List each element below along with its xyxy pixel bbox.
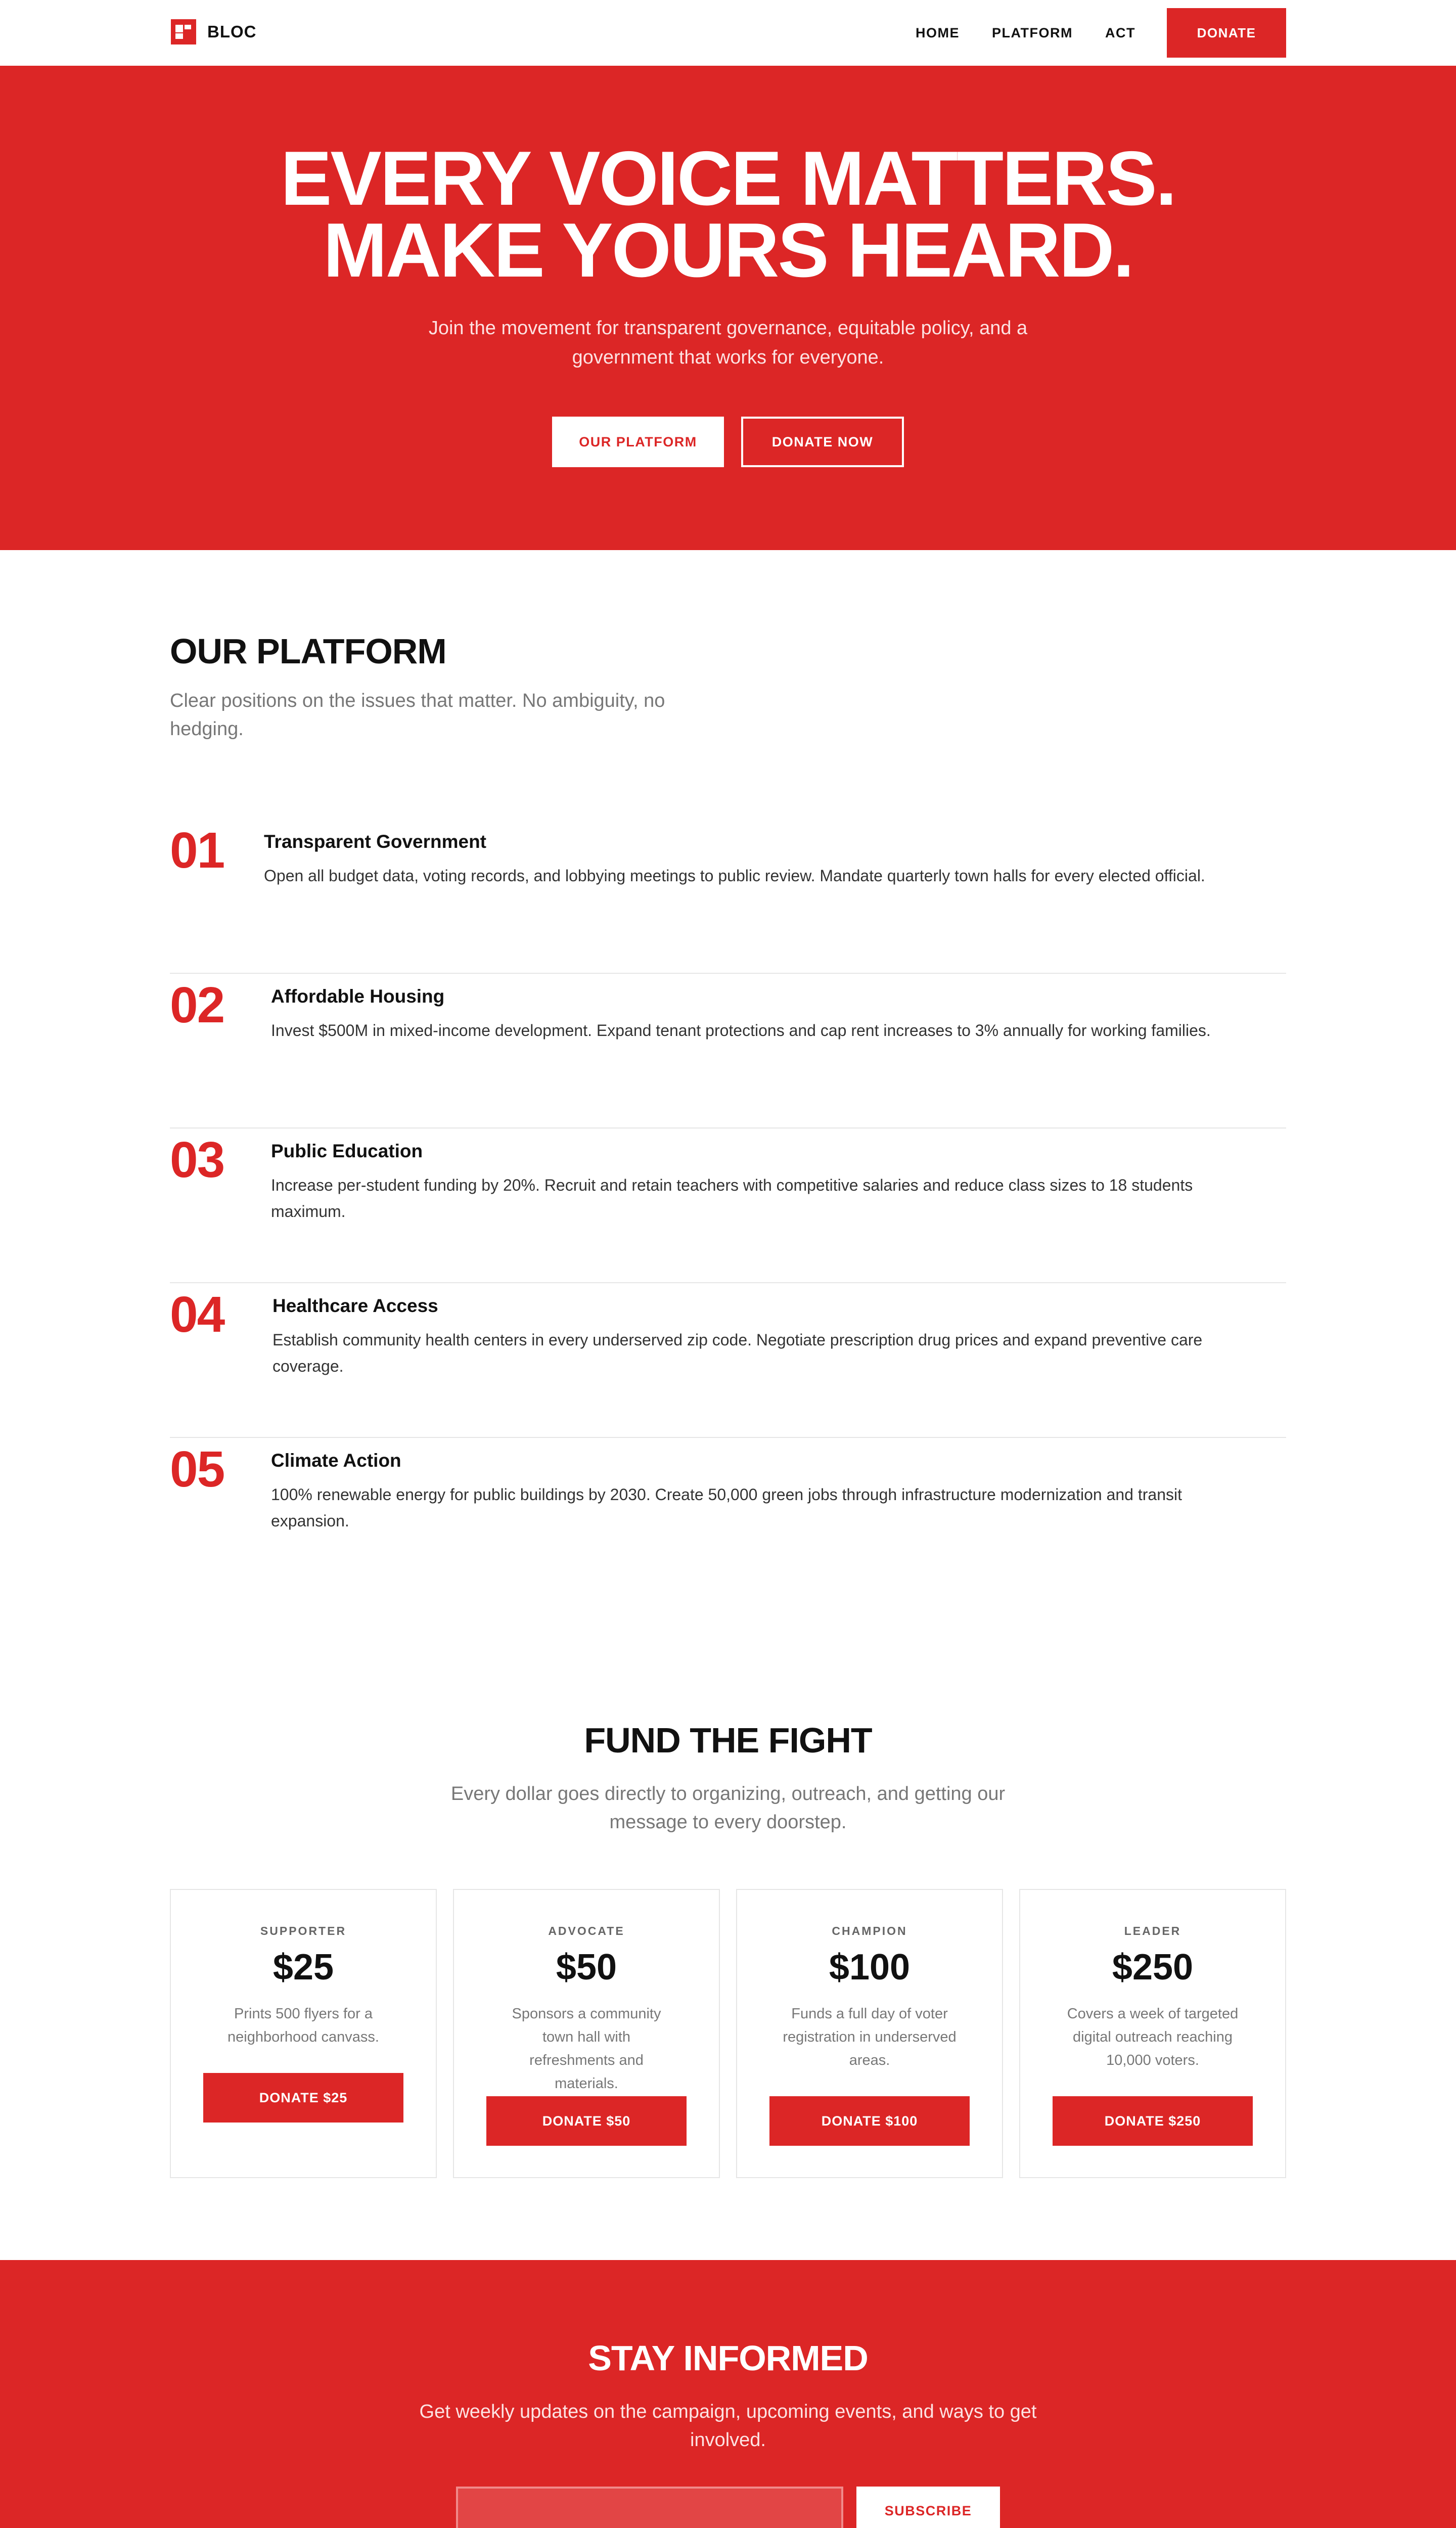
issue-title: Public Education <box>271 1141 423 1161</box>
tier-label: ADVOCATE <box>548 1924 625 1937</box>
donation-tier-card <box>453 1889 720 2178</box>
nav-link-home[interactable]: HOME <box>916 25 960 40</box>
hero-section <box>0 66 1456 550</box>
issue-item <box>170 1128 1286 1283</box>
donate-25-button[interactable]: DONATE $25 <box>203 2073 403 2123</box>
issue-text: 100% renewable energy for public buildings by 2030. Create 50,000 green jobs through infrastructure modernization and transit expansion. <box>271 1485 1182 1530</box>
tier-amount: $50 <box>556 1947 617 1988</box>
hero-title-line2: MAKE YOURS HEARD. <box>323 207 1133 293</box>
tier-description: Covers a week of targeted digital outreach reaching 10,000 voters. <box>1067 2006 1239 2068</box>
donation-tier-card <box>736 1889 1003 2178</box>
nav-links <box>916 8 1286 58</box>
tier-label: SUPPORTER <box>260 1924 347 1937</box>
tier-amount: $100 <box>829 1947 911 1988</box>
issue-number: 02 <box>170 977 224 1033</box>
newsletter-form <box>0 2487 1456 2528</box>
our-platform-button[interactable]: OUR PLATFORM <box>552 417 724 467</box>
nav-donate-button[interactable]: DONATE <box>1167 8 1286 58</box>
fund-title: FUND THE FIGHT <box>584 1721 872 1760</box>
issue-number: 01 <box>170 822 224 879</box>
hero-subtitle: Join the movement for transparent governance, equitable policy, and a government that works for everyone. <box>428 318 1028 368</box>
issue-item <box>170 1283 1286 1438</box>
newsletter-title: STAY INFORMED <box>588 2338 868 2378</box>
nav-link-act[interactable]: ACT <box>1105 25 1135 40</box>
fund-subtitle: Every dollar goes directly to organizing, outreach, and getting our message to every doorstep. <box>450 1783 1006 1833</box>
tier-description: Sponsors a community town hall with refreshments and materials. <box>512 2006 661 2092</box>
donate-100-button[interactable]: DONATE $100 <box>769 2096 970 2146</box>
donate-250-button[interactable]: DONATE $250 <box>1053 2096 1253 2146</box>
bloc-logo-icon <box>171 19 196 44</box>
donation-tier-card <box>170 1889 437 2178</box>
platform-subtitle: Clear positions on the issues that matter. No ambiguity, no hedging. <box>170 690 665 740</box>
tier-label: CHAMPION <box>832 1924 907 1937</box>
issue-item <box>170 974 1286 1128</box>
newsletter-section <box>0 2260 1456 2528</box>
tier-amount: $25 <box>272 1947 334 1988</box>
donation-tier-card <box>1019 1889 1286 2178</box>
issue-text: Increase per-student funding by 20%. Recruit and retain teachers with competitive salaries and reduce class sizes to 18 students maximum. <box>271 1176 1193 1221</box>
issue-title: Healthcare Access <box>272 1295 438 1316</box>
tier-amount: $250 <box>1112 1947 1194 1988</box>
tier-description: Prints 500 flyers for a neighborhood canvass. <box>228 2006 379 2045</box>
issue-text: Establish community health centers in every underserved zip code. Negotiate prescription drug prices and expand preventive care coverage. <box>272 1331 1203 1375</box>
hero-buttons <box>0 417 1456 467</box>
issue-text: Open all budget data, voting records, and lobbying meetings to public review. Mandate quarterly town halls for every elected official. <box>264 867 1205 885</box>
donate-now-button[interactable]: DONATE NOW <box>741 417 904 467</box>
issue-text: Invest $500M in mixed-income development. Expand tenant protections and cap rent increases to 3% annually for working families. <box>271 1021 1211 1040</box>
platform-title: OUR PLATFORM <box>170 631 446 671</box>
subscribe-button[interactable]: SUBSCRIBE <box>856 2487 1000 2528</box>
issue-item <box>170 819 1286 974</box>
issue-number: 03 <box>170 1132 224 1188</box>
issue-title: Climate Action <box>271 1450 401 1471</box>
email-input[interactable] <box>456 2487 843 2528</box>
donate-50-button[interactable]: DONATE $50 <box>486 2096 687 2146</box>
top-nav <box>0 0 1456 66</box>
tier-label: LEADER <box>1124 1924 1181 1937</box>
issue-title: Affordable Housing <box>271 986 445 1007</box>
issue-item <box>170 1438 1286 1593</box>
hero-title-line1: EVERY VOICE MATTERS. <box>281 136 1175 221</box>
hero-title <box>0 136 1456 293</box>
issue-number: 05 <box>170 1441 224 1498</box>
tier-description: Funds a full day of voter registration in underserved areas. <box>783 2006 957 2068</box>
nav-link-platform[interactable]: PLATFORM <box>992 25 1073 40</box>
issue-number: 04 <box>170 1286 224 1343</box>
issue-title: Transparent Government <box>264 831 487 852</box>
brand-name: BLOC <box>207 22 257 41</box>
brand-logo-link[interactable] <box>171 19 257 44</box>
newsletter-subtitle: Get weekly updates on the campaign, upcoming events, and ways to get involved. <box>419 2401 1037 2451</box>
